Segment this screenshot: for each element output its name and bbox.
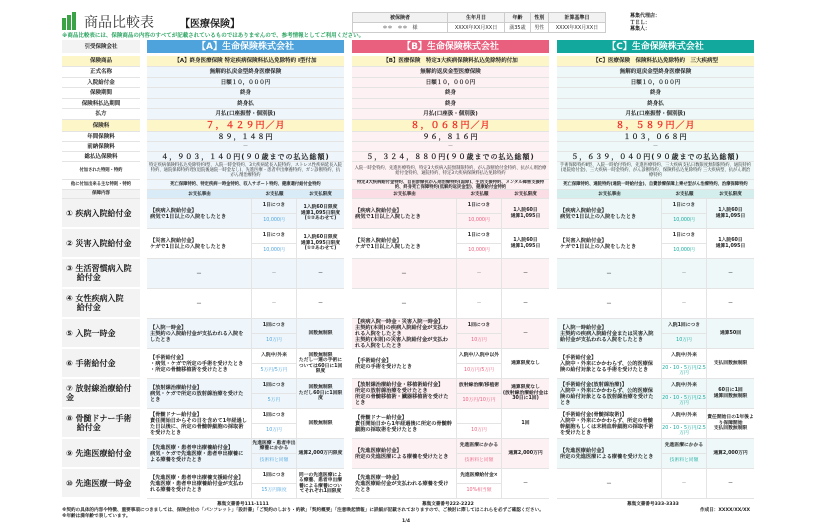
footer-note: ※契約の具体的内容や特徴、重要事項につきましては、保険会社の「パンフレット」「設計書」「ご契約のしおり・約款」「契約概要」「注意喚起情報」に詳細が記載されておりますので、ご検討に際してはこれらを必ずご確認ください。 bbox=[62, 508, 544, 513]
benefit-reason: 【先進医療給付金】 所定の先進医療による療養を受けたとき bbox=[352, 439, 457, 468]
amount-condition bbox=[457, 409, 501, 423]
company-row-value: 特定3大疾病給付金特約、自由診療抗がん剤治療特約(国際)、生活支援特約、メンタル障害支援特約、終身死亡保障特約(低解約返戻金型)、健康給付金特約 bbox=[352, 180, 549, 190]
subheader-cell: お支払事由 bbox=[393, 192, 416, 197]
amount-value: 10万円 bbox=[662, 333, 706, 348]
benefit-amount bbox=[252, 319, 297, 348]
label-row: 総払込保険料 bbox=[62, 152, 140, 162]
benefit-limit: 支払回数無制限 bbox=[713, 360, 748, 366]
info-value: 満35歳 bbox=[505, 23, 531, 33]
amount-value: 10,000円 bbox=[662, 213, 706, 228]
company-row-value: 特定疾病保険料払込免除特約Ⅰ型、入院一時金特約、3大疾病延長入院特約、ストレス性疾病延長入院特約、通院保障特約Ⅰ型(退院後通院一時金なし)、先進医療・患者申出療養特約、ガン診断特約、抗がん剤治療特約 bbox=[147, 162, 344, 180]
benefit-reason: 【手術給付金(骨髄採取術)】 入院中・外来にかかわらず、所定の骨髄幹細胞もしくは末梢血幹細胞の採取手術を受けたとき bbox=[557, 409, 662, 438]
benefit-row bbox=[147, 349, 344, 379]
agent-label: 募集人： bbox=[630, 26, 651, 32]
benefit-reason: 【手術給付金】 所定の手術を受けたとき bbox=[352, 349, 457, 378]
benefit-label: ⑥ 手術給付金 bbox=[62, 349, 140, 379]
amount-value: 10,000円 bbox=[252, 243, 296, 258]
logo-icon bbox=[62, 12, 80, 30]
amount-condition: 1日につき bbox=[467, 203, 491, 209]
benefit-limit: 回数無制限 ただし一連の手術については60日に1回限度 bbox=[298, 352, 343, 374]
subheader-cell: お支払限度 bbox=[514, 192, 537, 197]
amount-value: 技術料と同額 bbox=[457, 453, 501, 468]
amount-value: 20・10・5万円/2.5万円 bbox=[662, 393, 706, 408]
benefit-amount bbox=[252, 289, 297, 318]
amount-condition: 1日につき bbox=[262, 203, 286, 209]
company-row-value: ８，５８９円／月 bbox=[557, 120, 754, 132]
benefit-row bbox=[147, 469, 344, 499]
benefit-row bbox=[557, 469, 754, 499]
benefit-reason: 【先進医療・患者申出療養支援給付金】 先進医療・患者申出療養給付金が支払われる療養を受けたとき bbox=[147, 469, 252, 498]
company-row-value: ４，９０３，１４０円(９０歳までの払込総額) bbox=[147, 152, 344, 162]
benefit-label: ⑨ 先進医療給付金 bbox=[62, 439, 140, 469]
benefit-amount bbox=[662, 469, 707, 498]
benefit-label: ⑤ 入院一時金 bbox=[62, 319, 140, 349]
company-row-value: 終身 bbox=[147, 88, 344, 99]
benefit-amount bbox=[457, 469, 502, 498]
amount-condition: 先進医療・患者申出療養にかかる bbox=[252, 440, 296, 451]
amount-value: 10%相当額 bbox=[457, 483, 501, 498]
company-row-value: 【B】医療保険 特定3大疾病保険料払込免除特約付加 bbox=[352, 56, 549, 67]
amount-value: 10万円 bbox=[252, 423, 296, 438]
benefit-reason: － bbox=[352, 259, 457, 288]
benefit-reason: 【放射線治療給付金】 病気・ケガで所定の放射線治療を受けたとき bbox=[147, 379, 252, 408]
benefit-amount bbox=[252, 199, 297, 228]
benefit-reason: 【疾病入院給付金】 病気で1日以上の入院をしたとき bbox=[147, 199, 252, 228]
company-row-value: 月払(口座振替・個別扱) bbox=[147, 109, 344, 120]
benefit-row bbox=[147, 229, 344, 259]
label-row: 前納保険料 bbox=[62, 142, 140, 152]
amount-value: 10,000円 bbox=[457, 243, 501, 258]
benefit-amount bbox=[662, 439, 707, 468]
subheader-cell: お支払事由 bbox=[598, 192, 621, 197]
benefit-row bbox=[557, 229, 754, 259]
company-row-value: 終身 bbox=[352, 99, 549, 109]
benefit-label: ② 災害入院給付金 bbox=[62, 229, 140, 259]
label-row: 保険料払込期間 bbox=[62, 99, 140, 109]
subheader-cell: お支払限度 bbox=[309, 192, 332, 197]
company-column-c bbox=[557, 40, 754, 499]
benefit-limit: 同一の先進医療による療養、患者申出療養による療養についてそれぞれ1回限度 bbox=[298, 472, 343, 494]
company-row-value: ７，４２９円／月 bbox=[147, 120, 344, 132]
benefit-row bbox=[557, 319, 754, 349]
amount-value: 5万円/5万円 bbox=[252, 363, 296, 378]
amount-condition: 1日につき bbox=[672, 203, 696, 209]
subheader-cell: お支払額 bbox=[470, 192, 489, 197]
amount-condition: － bbox=[476, 300, 482, 306]
amount-condition: 1日につき bbox=[467, 233, 491, 239]
benefit-limit: 通算限度なし bbox=[511, 360, 540, 366]
company-row-value: 無解約返戻金型終身医療保険 bbox=[557, 67, 754, 78]
company-row-value: ８９，１４８円 bbox=[147, 132, 344, 142]
page-number: 1/4 bbox=[402, 519, 411, 524]
benefit-amount bbox=[662, 379, 707, 408]
amount-condition: 1日につき bbox=[262, 233, 286, 239]
company-row-value: 月払(口座振替・個別扱) bbox=[557, 109, 754, 120]
document-number: 募集文書番号333-3333 bbox=[627, 502, 679, 507]
benefit-amount bbox=[662, 319, 707, 348]
benefit-limit: 60日に1回 通算回数無制限 bbox=[713, 388, 748, 399]
benefit-limit: 回数無制限 bbox=[308, 420, 333, 426]
amount-value: 10万円 bbox=[457, 333, 501, 348]
amount-condition: － bbox=[476, 270, 482, 276]
info-header: 年齢 bbox=[505, 13, 531, 23]
benefit-amount bbox=[252, 409, 297, 438]
benefit-amount bbox=[252, 229, 297, 258]
benefit-amount bbox=[252, 439, 297, 468]
benefit-limit: 通算2,000万円限度 bbox=[298, 450, 343, 456]
label-row: 入院給付金 bbox=[62, 78, 140, 88]
benefit-reason: 【放射線治療給付金・移植術給付金】 所定の放射線治療を受けたとき 所定の骨髄移植術・臓器移植術を受けたとき bbox=[352, 379, 457, 408]
benefit-limit: － bbox=[318, 270, 323, 276]
benefit-label: ④ 女性疾病入院 給付金 bbox=[62, 289, 140, 319]
amount-value: 10万円/5万円 bbox=[457, 363, 501, 378]
company-row-value: ５，３２４，８８０円(９０歳までの払込総額) bbox=[352, 152, 549, 162]
company-row-value: 日額１０，０００円 bbox=[147, 78, 344, 88]
info-header: 生年月日 bbox=[448, 13, 505, 23]
company-row-value: 月払(口座扱・個別扱) bbox=[352, 109, 549, 120]
benefit-reason: 【疾病入院給付金】 病気で1日以上入院したとき bbox=[352, 199, 457, 228]
benefit-label: ③ 生活習慣病入院 給付金 bbox=[62, 259, 140, 289]
benefit-amount bbox=[662, 199, 707, 228]
company-column-b bbox=[352, 40, 549, 499]
label-coverage: 保障内容 bbox=[62, 190, 140, 199]
benefit-row bbox=[557, 439, 754, 469]
benefit-row bbox=[557, 349, 754, 379]
benefit-label: ⑩ 先進医療一時金 bbox=[62, 469, 140, 499]
benefit-row bbox=[147, 379, 344, 409]
amount-condition: － bbox=[271, 270, 277, 276]
benefit-row bbox=[352, 319, 549, 349]
company-row-value: 終身 bbox=[352, 88, 549, 99]
amount-condition: 入院中/外来 bbox=[671, 413, 697, 419]
created-date: 作成日：XXXX/XX/XX bbox=[700, 508, 751, 513]
benefit-amount bbox=[252, 259, 297, 288]
subheader-cell: お支払額 bbox=[265, 192, 284, 197]
benefit-reason: 【入院一時金】 主契約の入院給付金が支払われる入院をしたとき bbox=[147, 319, 252, 348]
label-row: 他に付加出来る主な特則・特約 bbox=[62, 180, 140, 190]
benefit-limit: 1回 bbox=[521, 420, 530, 426]
coverage-subheader bbox=[557, 190, 754, 199]
benefit-limit: － bbox=[523, 300, 528, 306]
amount-condition: 1回につき bbox=[262, 323, 286, 329]
benefit-row bbox=[352, 469, 549, 499]
benefit-limit: － bbox=[318, 300, 323, 306]
amount-value: 10万円 bbox=[457, 423, 501, 438]
document-number: 募集文書番号111-1111 bbox=[217, 502, 269, 507]
benefit-amount bbox=[252, 469, 297, 498]
coverage-subheader bbox=[147, 190, 344, 199]
benefit-limit: 1入院60日 通算1,095日 bbox=[715, 238, 746, 249]
subheader-cell: お支払額 bbox=[675, 192, 694, 197]
benefit-amount bbox=[662, 259, 707, 288]
benefit-row bbox=[352, 349, 549, 379]
benefit-row bbox=[147, 319, 344, 349]
benefit-reason: － bbox=[557, 259, 662, 288]
amount-condition: 1回につき bbox=[262, 413, 286, 419]
benefit-limit: 1入院60日限度 通算1,095日限度 (①②あわせて) bbox=[300, 205, 341, 222]
benefit-amount bbox=[457, 199, 502, 228]
amount-condition: 1日につき bbox=[672, 233, 696, 239]
amount-condition: 入院1回につき bbox=[667, 323, 701, 329]
benefit-amount bbox=[252, 379, 297, 408]
benefit-row bbox=[147, 289, 344, 319]
company-column-a bbox=[147, 40, 344, 499]
benefit-label: ① 疾病入院給付金 bbox=[62, 199, 140, 229]
info-header: 被保険者 bbox=[353, 13, 448, 23]
benefit-amount bbox=[662, 289, 707, 318]
company-row-value: 無解約返戻金型医療保険 bbox=[352, 67, 549, 78]
benefit-row bbox=[352, 289, 549, 319]
benefit-row bbox=[352, 259, 549, 289]
label-row: 正式名称 bbox=[62, 67, 140, 78]
benefit-reason: 【疾病入院給付金】 病気で1日以上の入院をしたとき bbox=[557, 199, 662, 228]
subheader-cell: お支払事由 bbox=[188, 192, 211, 197]
amount-condition: 先進医療にかかる bbox=[664, 443, 704, 449]
benefit-row bbox=[147, 259, 344, 289]
row-label-column bbox=[62, 40, 140, 499]
benefit-reason: 【手術給付金】 ・病気・ケガで所定の手術を受けたとき ・所定の骨髄移植術を受けたとき bbox=[147, 349, 252, 378]
company-row-value: 死亡保障特約、通院特約(通院一時給付金)、自費診療保障上乗せ型がん治療特約、治療保障特約 bbox=[557, 180, 754, 190]
benefit-limit: 通算2,000万円 bbox=[508, 450, 543, 456]
company-row-value: 【A】終身医療保険 特定疾病保険料払込免除特約 Ⅰ型付加 bbox=[147, 56, 344, 67]
footer-note-age: ※年齢は満年齢で表しています。 bbox=[62, 514, 131, 519]
benefit-row bbox=[352, 379, 549, 409]
company-row-value: 【C】医療保険 保険料払込免除特約 三大疾病型 bbox=[557, 56, 754, 67]
benefit-limit: 回数無制限 ただし60日に1回限度 bbox=[298, 385, 343, 402]
benefit-limit: 責任開始日の1年後より保障開始 支払回数無制限 bbox=[707, 415, 754, 432]
amount-value: 技術料と同額 bbox=[252, 453, 296, 468]
amount-value: 技術料と同額 bbox=[662, 453, 706, 468]
benefit-reason: 【先進医療給付金】 所定の先進医療による療養を受けたとき bbox=[557, 439, 662, 468]
info-value: XXXX年XX月XX日 bbox=[548, 23, 605, 33]
amount-value: 10,000円 bbox=[457, 213, 501, 228]
benefit-row bbox=[352, 409, 549, 439]
amount-condition: 1回につき bbox=[262, 473, 286, 479]
benefit-limit: － bbox=[523, 270, 528, 276]
label-row: 保険商品 bbox=[62, 56, 140, 67]
benefit-row bbox=[147, 199, 344, 229]
label-row: 保険期間 bbox=[62, 88, 140, 99]
benefit-amount bbox=[662, 229, 707, 258]
benefit-amount bbox=[457, 439, 502, 468]
benefit-label: ⑧ 骨髄ドナー手術 給付金 bbox=[62, 409, 140, 439]
benefit-amount bbox=[457, 259, 502, 288]
benefit-row bbox=[147, 409, 344, 439]
benefit-row bbox=[557, 379, 754, 409]
benefit-amount bbox=[457, 319, 502, 348]
benefit-row bbox=[352, 229, 549, 259]
page-title: 商品比較表 bbox=[84, 15, 154, 31]
benefit-row bbox=[557, 259, 754, 289]
benefit-limit: 通算2,000万円 bbox=[713, 450, 748, 456]
benefit-amount bbox=[457, 229, 502, 258]
benefit-reason: － bbox=[557, 469, 662, 498]
benefit-reason: 【骨髄ドナー給付金】 責任開始日からその日を含めて1年経過した日以後に、所定の骨髄幹細胞の採取術を受けたとき bbox=[147, 409, 252, 438]
amount-value: 15万円限度 bbox=[252, 483, 296, 498]
label-company: 引受保険会社 bbox=[62, 40, 140, 53]
amount-condition: 1回につき bbox=[262, 383, 286, 389]
amount-value: 10,000円 bbox=[662, 243, 706, 258]
benefit-row bbox=[352, 199, 549, 229]
company-header: 【C】生命保険株式会社 bbox=[557, 40, 754, 53]
benefit-limit: 通算限度なし (放射線治療給付金は30日に1回) bbox=[502, 385, 549, 402]
label-row: 付加された特則・特約 bbox=[62, 162, 140, 180]
company-row-value: 死亡保障特約、特定疾病一時金特約、収入サポート特約、健康還付給付金特約 bbox=[147, 180, 344, 190]
benefit-reason: 【先進医療・患者申出療養給付金】 病気・ケガで先進医療・患者申出療養による療養を受けたとき bbox=[147, 439, 252, 468]
benefit-reason: 【入院一時給付金】 主契約の疾病入院給付金または災害入院給付金が支払われる入院をしたとき bbox=[557, 319, 662, 348]
info-value: ＊＊ ＊＊ 様 bbox=[353, 23, 448, 33]
subheader-cell: お支払限度 bbox=[719, 192, 742, 197]
benefit-limit: 1入院60日 通算1,095日 bbox=[510, 238, 541, 249]
label-row: 払方 bbox=[62, 109, 140, 120]
info-value: 男性 bbox=[530, 23, 548, 33]
company-header: 【A】生命保険株式会社 bbox=[147, 40, 344, 53]
benefit-amount bbox=[457, 409, 502, 438]
benefit-limit: － bbox=[728, 270, 733, 276]
benefit-reason: － bbox=[147, 259, 252, 288]
benefit-reason: 【災害入院給付金】 ケガで1日以上の入院をしたとき bbox=[557, 229, 662, 258]
benefit-amount bbox=[457, 289, 502, 318]
benefit-amount bbox=[662, 349, 707, 378]
benefit-amount bbox=[457, 349, 502, 378]
agency-info bbox=[630, 13, 660, 33]
benefit-limit: 1入院60日 通算1,095日 bbox=[715, 208, 746, 219]
company-row-value: 日額１０，０００円 bbox=[352, 78, 549, 88]
benefit-limit: － bbox=[728, 480, 733, 486]
benefit-row bbox=[147, 439, 344, 469]
benefit-limit: － bbox=[523, 330, 528, 336]
company-row-value: １０３，０６８円 bbox=[557, 132, 754, 142]
amount-condition: － bbox=[681, 480, 687, 486]
company-row-value: － bbox=[352, 142, 549, 152]
benefit-reason: 【先進医療一時金】 先進医療給付金が支払われる療養を受けたとき bbox=[352, 469, 457, 498]
company-row-value: 終身 bbox=[557, 88, 754, 99]
amount-condition: 放射線治療/移植術 bbox=[458, 383, 500, 389]
company-row-value: 入院一時金特約、先進医療特約、特定3大疾病入院無制限特約、がん診断給付金特約、抗がん剤治療給付金特約、通院特約、特定3大疾病保険料払込免除特約 bbox=[352, 162, 549, 180]
info-header: 計算基準日 bbox=[548, 13, 605, 23]
amount-value: 10万円 bbox=[252, 333, 296, 348]
benefit-reason: 【災害入院給付金】 ケガで1日以上の入院をしたとき bbox=[147, 229, 252, 258]
page-subtitle: 【医療保険】 bbox=[180, 19, 240, 30]
tel-label: ＴＥＬ： bbox=[630, 19, 651, 26]
info-value: XXXX年XX月XX日 bbox=[448, 23, 505, 33]
amount-condition: 入院中/外来 bbox=[261, 353, 287, 359]
benefit-row bbox=[557, 199, 754, 229]
benefit-limit: 通算50回 bbox=[719, 330, 742, 336]
notice-text: ※商品比較表には、保険商品の内容のすべてが記載されているものではありませんので、参考情報としてご利用ください。 bbox=[62, 33, 365, 39]
benefit-amount bbox=[662, 409, 707, 438]
benefit-limit: 1入院60日限度 通算1,095日限度 (①②あわせて) bbox=[300, 235, 341, 252]
benefit-reason: 【疾病入院一時金・災害入院一時金】 主契約(本則)の疾病入院給付金が支払われる入院をしたとき 主契約(本則)の災害入院給付金が支払われる入院をしたとき bbox=[352, 319, 457, 348]
amount-condition: 入院中/外来 bbox=[671, 383, 697, 389]
company-row-value: ９６，８１６円 bbox=[352, 132, 549, 142]
benefit-reason: － bbox=[557, 289, 662, 318]
label-row: 保険料 bbox=[62, 120, 140, 132]
amount-value: 5万円 bbox=[252, 393, 296, 408]
document-number: 募集文書番号222-2222 bbox=[422, 502, 474, 507]
company-row-value: － bbox=[557, 142, 754, 152]
amount-condition: 1回につき bbox=[467, 323, 491, 329]
amount-value: 10万円/10万円 bbox=[457, 393, 501, 408]
benefit-limit: 1入院60日 通算1,095日 bbox=[510, 208, 541, 219]
company-row-value: 無解約払戻金型終身医療保険 bbox=[147, 67, 344, 78]
label-row: 年間保険料 bbox=[62, 132, 140, 142]
amount-condition: 入院中/入院中以外 bbox=[458, 353, 500, 359]
amount-condition: 先進医療にかかる bbox=[459, 443, 499, 449]
coverage-subheader bbox=[352, 190, 549, 199]
benefit-limit: － bbox=[728, 300, 733, 306]
insured-info-table bbox=[352, 12, 606, 33]
amount-condition: － bbox=[681, 270, 687, 276]
amount-condition: 入院中/外来 bbox=[671, 353, 697, 359]
benefit-row bbox=[557, 409, 754, 439]
benefit-reason: 【骨髄ドナー給付金】 責任開始日から1年経過後に所定の骨髄幹細胞の採取術を受けたとき bbox=[352, 409, 457, 438]
amount-value: 20・10・5万円/2.5万円 bbox=[662, 423, 706, 438]
benefit-limit: － bbox=[523, 480, 528, 486]
benefit-amount bbox=[457, 379, 502, 408]
company-row-value: 終身払 bbox=[557, 99, 754, 109]
benefit-reason: 【災害入院給付金】 ケガで1日以上入院したとき bbox=[352, 229, 457, 258]
amount-condition: 先進医療給付金× bbox=[460, 473, 498, 479]
info-header: 性別 bbox=[530, 13, 548, 23]
company-header: 【B】生命保険株式会社 bbox=[352, 40, 549, 53]
benefit-row bbox=[352, 439, 549, 469]
agency-label: 募集代理店： bbox=[630, 13, 661, 19]
amount-condition: － bbox=[271, 300, 277, 306]
company-row-value: 終身払 bbox=[147, 99, 344, 109]
benefit-reason: － bbox=[352, 289, 457, 318]
amount-condition: － bbox=[681, 300, 687, 306]
benefit-row bbox=[557, 289, 754, 319]
company-row-value: 手術保障特約Ⅱ型、入院一時給付特約、先進医療特約、三大疾病支払日数限度無制限特約、通院特約(退院給付金)、三大疾病一時金特約、がん診断特約、保険料払込免除特約 三大疾病型、抗がん剤治療特約 bbox=[557, 162, 754, 180]
company-row-value: 日額１０，０００円 bbox=[557, 78, 754, 88]
amount-value: 10,000円 bbox=[252, 213, 296, 228]
benefit-limit: 回数無制限 bbox=[308, 330, 333, 336]
benefit-reason: 【手術給付金】 入院中・外来にかかわらず、公的医療保険の給付対象となる手術を受けたとき bbox=[557, 349, 662, 378]
company-row-value: － bbox=[147, 142, 344, 152]
benefit-reason: 【手術給付金(放射線治療)】 入院中・外来にかかわらず、公的医療保険の給付対象となる放射線治療を受けたとき bbox=[557, 379, 662, 408]
benefit-amount bbox=[252, 349, 297, 378]
company-row-value: ８，０６８円／月 bbox=[352, 120, 549, 132]
benefit-reason: － bbox=[147, 289, 252, 318]
benefit-label: ⑦ 放射線治療給付金 bbox=[62, 379, 140, 409]
company-row-value: ５，６３９，０４０円(９０歳までの払込総額) bbox=[557, 152, 754, 162]
amount-value: 20・10・5万円/2.5万円 bbox=[662, 363, 706, 378]
